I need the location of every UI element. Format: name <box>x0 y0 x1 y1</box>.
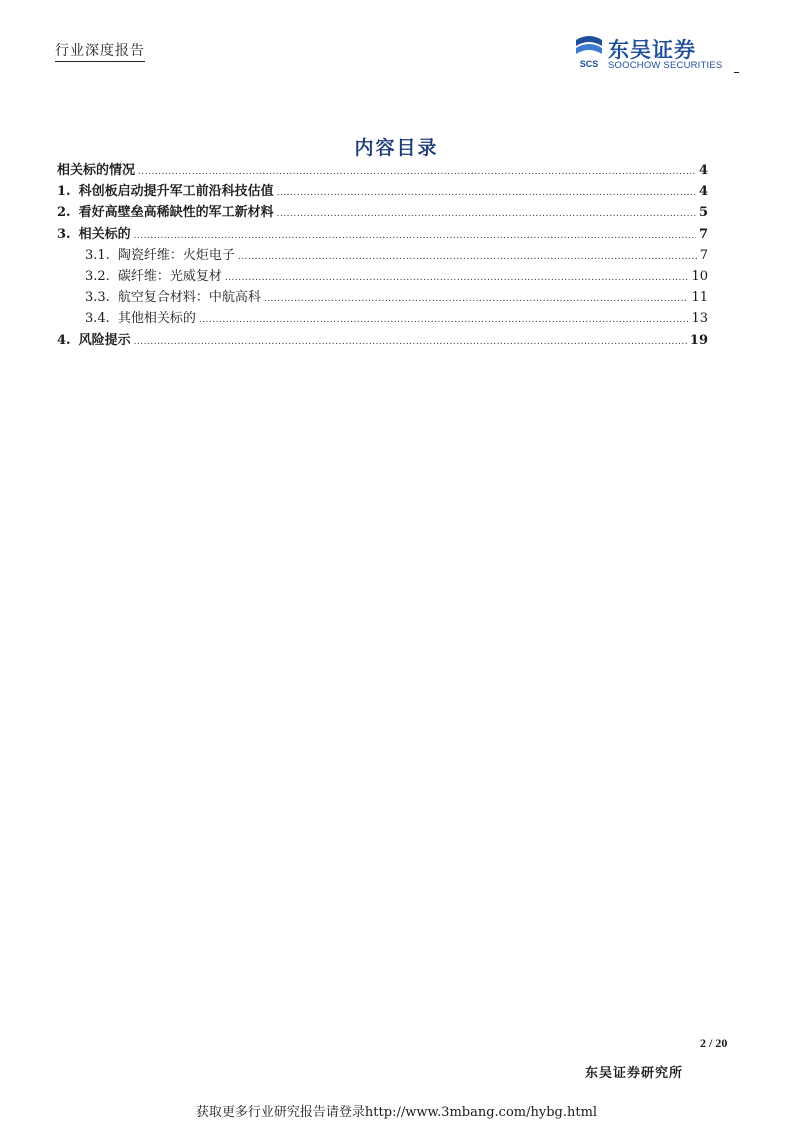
toc-entry-number: 3.2. <box>85 268 110 284</box>
toc-subentry[interactable] <box>57 308 708 329</box>
toc-entry[interactable] <box>57 202 708 223</box>
toc-leader-dots <box>277 204 696 225</box>
logo-english-name: SOOCHOW SECURITIES <box>608 60 723 71</box>
toc-subentry[interactable] <box>57 266 708 287</box>
toc-entry-title: 航空复合材料：中航高科 <box>117 290 261 306</box>
toc-entry-title: 相关标的 <box>78 226 131 242</box>
toc-page-number: 19 <box>689 332 708 348</box>
toc-subentry[interactable] <box>57 287 708 308</box>
toc-entry-number: 2. <box>57 205 71 221</box>
toc-leader-dots <box>225 268 689 289</box>
toc-entry-number: 3.4. <box>85 311 110 327</box>
toc-leader-dots <box>134 226 696 247</box>
logo-mark-text: SCS <box>579 59 599 69</box>
toc-subentry[interactable] <box>57 245 708 266</box>
toc-leader-dots <box>264 289 689 310</box>
page-number: 2 / 20 <box>700 1036 728 1050</box>
toc-entry-title: 陶瓷纤维：火炬电子 <box>117 247 235 263</box>
toc-entry-title: 碳纤维：光威复材 <box>117 268 222 284</box>
scs-logo-icon <box>572 34 606 70</box>
toc-page-number: 11 <box>691 290 708 306</box>
toc-entry[interactable] <box>57 181 708 202</box>
toc-leader-dots <box>199 310 689 331</box>
toc-page-number: 4 <box>698 163 708 178</box>
toc-entry-number: 3.3. <box>85 290 110 306</box>
table-of-contents <box>57 160 708 351</box>
toc-leader-dots <box>134 332 687 353</box>
toc-entry-title: 风险提示 <box>78 332 131 348</box>
toc-entry-number: 1. <box>57 184 71 200</box>
header-rule <box>734 72 739 73</box>
toc-entry-title: 相关标的情况 <box>57 163 136 178</box>
toc-leader-dots <box>277 183 696 204</box>
report-type-label: 行业深度报告 <box>55 40 145 62</box>
toc-entry-title: 其他相关标的 <box>117 311 196 327</box>
toc-entry-number: 3.1. <box>85 247 110 263</box>
toc-page-number: 7 <box>698 226 708 242</box>
footer-link[interactable]: 获取更多行业研究报告请登录http://www.3mbang.com/hybg.html <box>195 1105 598 1120</box>
logo-chinese-name: 东吴证券 <box>608 38 696 62</box>
toc-leader-dots <box>238 247 697 268</box>
toc-page-number: 7 <box>699 247 708 263</box>
toc-entry[interactable] <box>57 160 708 181</box>
toc-title: 内容目录 <box>354 137 439 159</box>
toc-entry[interactable] <box>57 224 708 245</box>
toc-page-number: 4 <box>698 184 708 200</box>
toc-entry-number: 4. <box>57 332 71 348</box>
toc-leader-dots <box>138 162 696 183</box>
toc-entry-title: 科创板启动提升军工前沿科技估值 <box>78 184 274 200</box>
company-logo <box>572 34 742 74</box>
toc-page-number: 5 <box>698 205 708 221</box>
toc-page-number: 10 <box>691 268 708 284</box>
toc-page-number: 13 <box>691 311 708 327</box>
footer-brand: 东吴证券研究所 <box>585 1066 684 1081</box>
toc-entry[interactable] <box>57 330 708 351</box>
toc-entry-title: 看好高壁垒高稀缺性的军工新材料 <box>78 205 274 221</box>
toc-entry-number: 3. <box>57 226 71 242</box>
